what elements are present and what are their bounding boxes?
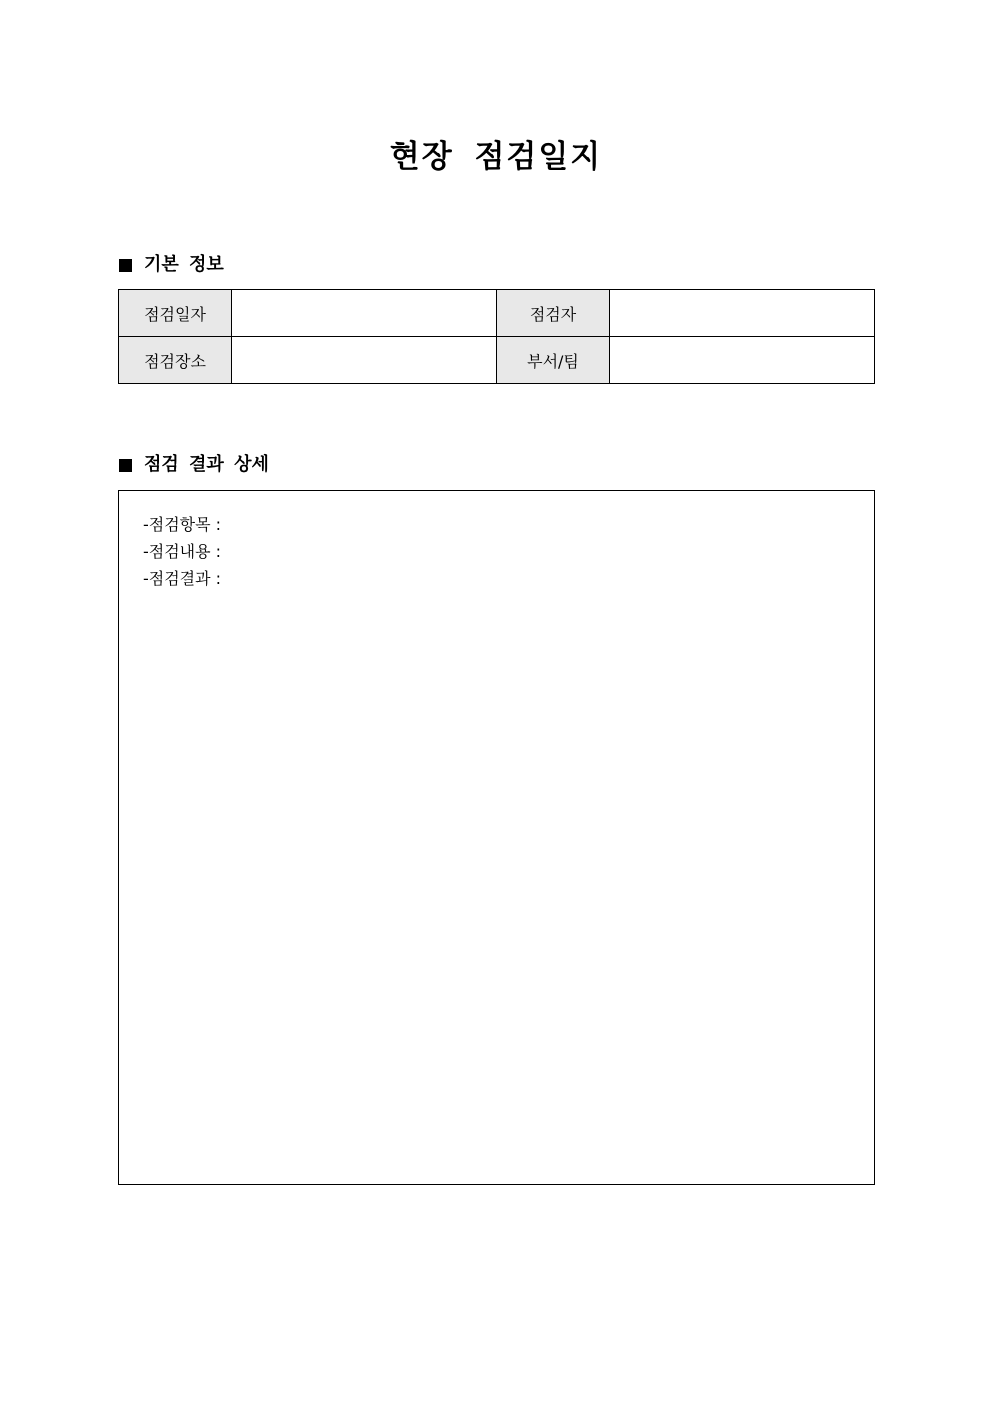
section-heading-inspection-detail <box>119 452 269 478</box>
inspection-result-line: -점검결과 : <box>143 569 222 588</box>
inspection-item-line: -점검항목 : <box>143 515 222 534</box>
inspector-label: 점검자 <box>497 290 610 337</box>
section-heading-label: 점검 결과 상세 <box>144 454 269 475</box>
department-team-label: 부서/팀 <box>497 337 610 384</box>
table-row <box>119 290 875 337</box>
department-team-field[interactable] <box>610 337 875 384</box>
inspector-field[interactable] <box>610 290 875 337</box>
inspection-content-line: -점검내용 : <box>143 542 222 561</box>
inspection-location-field[interactable] <box>232 337 497 384</box>
basic-info-table <box>118 289 875 384</box>
section-heading-basic-info <box>119 252 224 278</box>
table-row <box>119 337 875 384</box>
black-square-icon <box>119 459 132 472</box>
inspection-detail-box[interactable] <box>118 490 875 1185</box>
inspection-date-field[interactable] <box>232 290 497 337</box>
inspection-date-label: 점검일자 <box>119 290 232 337</box>
inspection-location-label: 점검장소 <box>119 337 232 384</box>
detail-lines <box>143 511 221 592</box>
document-title: 현장 점검일지 <box>389 139 603 175</box>
black-square-icon <box>119 259 132 272</box>
section-heading-label: 기본 정보 <box>144 254 224 275</box>
